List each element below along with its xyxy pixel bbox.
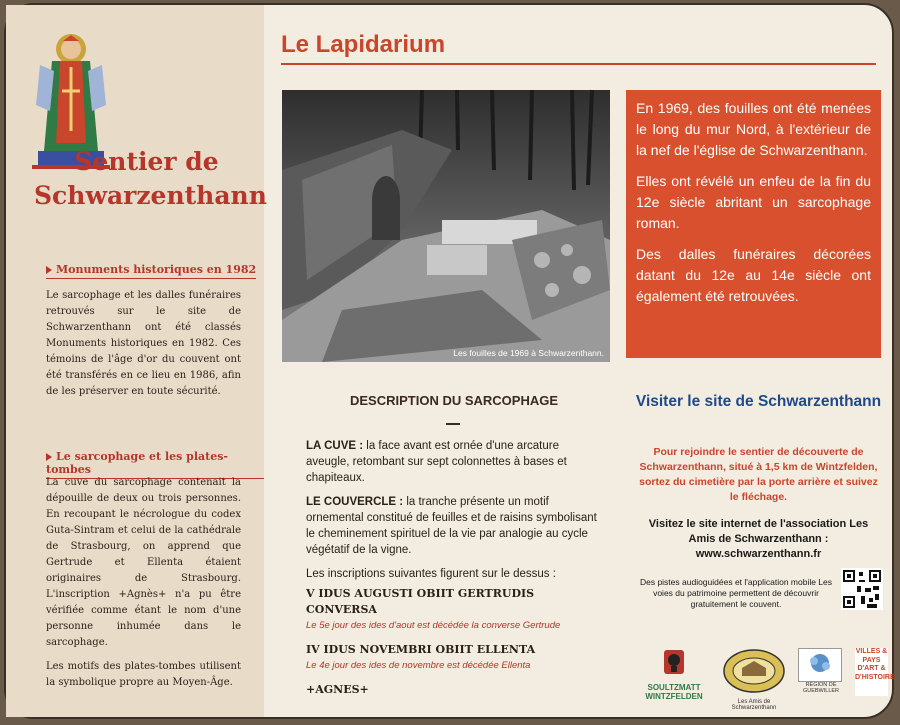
description-body (306, 438, 602, 698)
inscriptions-intro: Les inscriptions suivantes figurent sur le dessus : (306, 568, 556, 580)
section-heading-sarcophage: Le sarcophage et les plates-tombes (46, 450, 264, 479)
photo-caption: Les fouilles de 1969 à Schwarzenthann. (453, 348, 604, 358)
visit-directions: Pour rejoindre le sentier de découverte de Schwarzenthann, situé à 1,5 km de Wintzfelden, sortez du cimetière par la porte arrière et suivez le fléchage. (639, 446, 878, 503)
logo-region-text: RÉGION DE GUEBWILLER (802, 682, 840, 694)
cuve-label: LA CUVE : (306, 440, 364, 452)
monuments-paragraph: Le sarcophage et les dalles funéraires retrouvés sur le site de Schwarzenthann ont été classés Monuments historiques en 1982. Ces témoins de l'âge d'or du couvent ont été transférés en ce lieu en 1986, afin de les préserver en toute sécurité. (46, 290, 241, 397)
logo-soultzmatt (634, 648, 714, 701)
trail-title (34, 145, 267, 213)
logo-soultzmatt-text: SOULTZMATT WINTZFELDEN (645, 683, 703, 701)
sign-board (4, 3, 894, 719)
inscription-3: +AGNES+ (306, 683, 369, 696)
history-paragraph-1: En 1969, des fouilles ont été menées le long du mur Nord, à l'extérieur de la nef de l'église de Schwarzenthann. (636, 100, 871, 158)
history-paragraph-2: Elles ont révélé un enfeu de la fin du 12e siècle abritant un sarcophage roman. (636, 173, 871, 231)
logo-amis-text: Les Amis de Schwarzenthann (731, 699, 777, 711)
history-paragraph-3: Des dalles funéraires décorées datant du 12e au 14e siècle ont également été retrouvées. (636, 246, 871, 304)
logo-villes-text: VILLES & PAYS D'ART & D'HISTOIRE (855, 648, 888, 696)
visit-website (636, 517, 881, 562)
cuve-paragraph (306, 438, 602, 486)
inscription-1-translation: Le 5e jour des ides d'aout est décédée la converse Gertrude (306, 620, 561, 631)
couvercle-text: la tranche présente un motif ornemental constitué de feuilles et de raisins symbolisant le cheminement spirituel de la vie par analogie au cycle végétatif de la vigne. (306, 496, 597, 556)
page-title: Le Lapidarium (281, 31, 446, 58)
logo-villes (855, 648, 895, 698)
couvercle-label: LE COUVERCLE : (306, 496, 404, 508)
sarcophage-paragraph-2: Les motifs des plates-tombes utilisent la symbolique propre au Moyen-Âge. (46, 661, 241, 688)
logo-region (798, 648, 844, 698)
website-intro: Visitez le site internet de l'association Les Amis de Schwarzenthann : (648, 518, 869, 545)
inscription-2: IV IDUS NOVEMBRI OBIIT ELLENTA (306, 643, 536, 656)
excavation-photo (282, 90, 610, 362)
left-column (6, 5, 267, 717)
qr-code-icon[interactable] (841, 568, 883, 610)
visit-title: Visiter le site de Schwarzenthann (635, 393, 882, 410)
website-url[interactable]: www.schwarzenthann.fr (695, 548, 822, 560)
section-text-sarcophage (46, 475, 241, 699)
title-line-1: Sentier de (74, 147, 219, 176)
inscription-1: V IDUS AUGUSTI OBIIT GERTRUDIS CONVERSA (306, 587, 535, 616)
inscription-2-translation: Le 4e jour des ides de novembre est décédée Ellenta (306, 660, 531, 671)
couvercle-paragraph (306, 494, 602, 558)
history-box (626, 90, 881, 358)
section-heading-monuments: Monuments historiques en 1982 (46, 263, 256, 279)
title-divider (281, 63, 876, 65)
region-logo-icon (799, 649, 841, 681)
excavation-photo-illustration (282, 90, 610, 362)
amis-logo-icon (723, 648, 785, 694)
description-title: DESCRIPTION DU SARCOPHAGE (349, 393, 559, 408)
region-logo-box (798, 648, 842, 682)
rooster-icon (634, 648, 714, 678)
description-dash (446, 423, 460, 425)
title-line-2: Schwarzenthann (34, 181, 267, 210)
audioguide-note: Des pistes audioguidées et l'application mobile Les voies du patrimoine permettent de découvrir gratuitement le couvent. (639, 577, 833, 609)
sarcophage-paragraph-1: La cuve du sarcophage contenait la dépouille de deux ou trois personnes. En recoupant le nécrologue du codex Guta-Sintram et celui de la cathédrale de Strasbourg, on apprend que Gertrude et Ellenta étaient originaires de Strasbourg. L'inscription +Agnès+ n'a pu être vérifiée comme étant le nom d'une personne inhumée dans le sarcophage. (46, 477, 241, 648)
cuve-text: la face avant est ornée d'une arcature aveugle, retombant sur sept colonnettes à bases et chapiteaux. (306, 440, 567, 484)
section-text-monuments (46, 288, 241, 408)
logo-amis (723, 648, 785, 711)
